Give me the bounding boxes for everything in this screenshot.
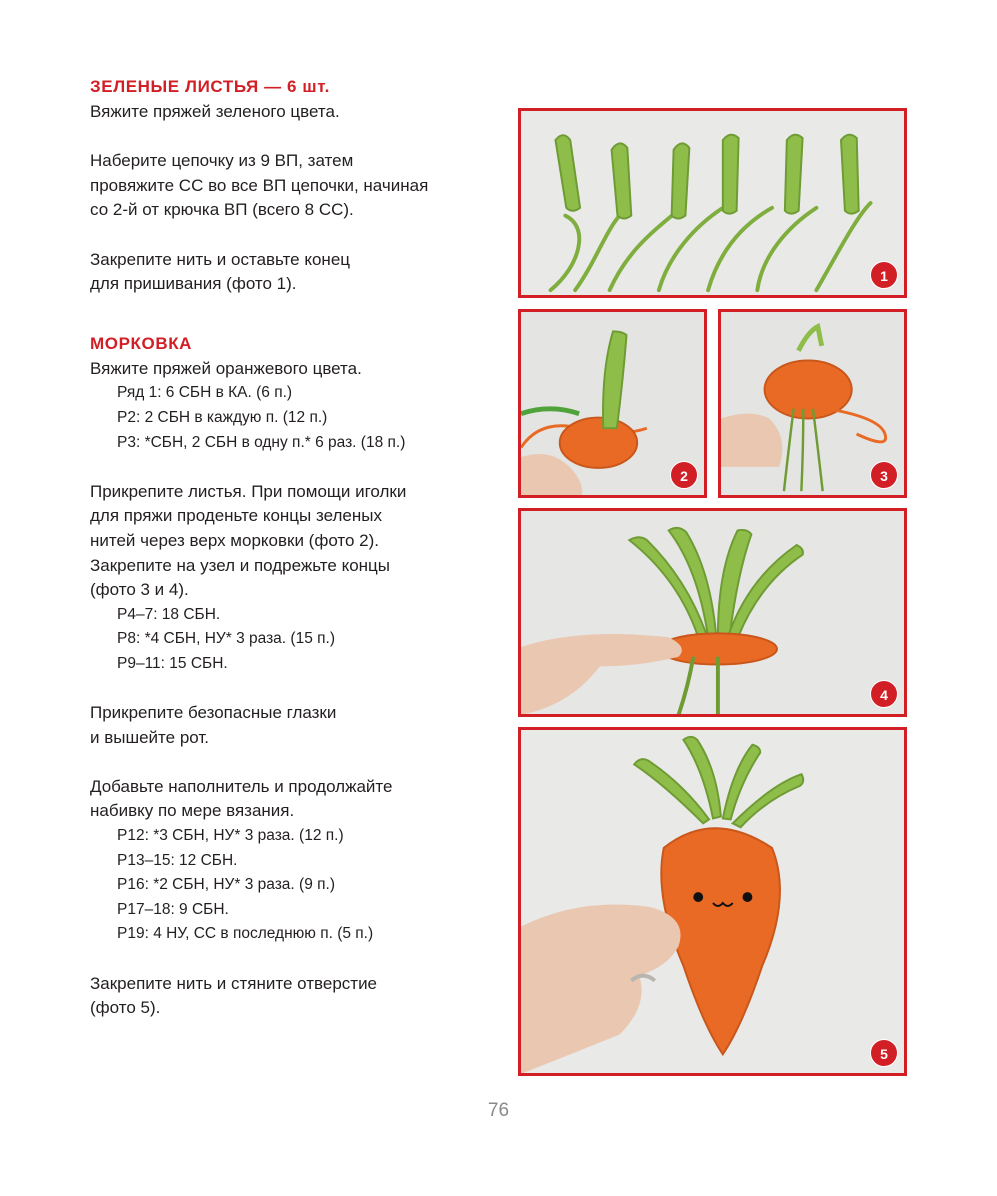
row-instruction: Р16: *2 СБН, НУ* 3 раза. (9 п.) — [117, 876, 335, 894]
row-instruction: Р4–7: 18 СБН. — [117, 605, 221, 623]
photo-2-carrot-top — [518, 309, 707, 498]
spacer — [90, 125, 490, 150]
carrot-heading: МОРКОВКА — [90, 333, 193, 353]
spacer — [90, 297, 490, 331]
photo-number-badge: 1 — [870, 261, 898, 289]
spacer — [90, 750, 490, 775]
spacer — [90, 455, 490, 480]
instructions-column — [90, 74, 490, 1021]
text-line: Вяжите пряжей зеленого цвета. — [90, 102, 340, 121]
row-instruction: Р3: *СБН, 2 СБН в одну п.* 6 раз. (18 п.) — [117, 433, 406, 451]
text-line: Закрепите нить и стяните отверстие — [90, 973, 378, 993]
spacer — [90, 947, 490, 972]
photo-5-finished-carrot — [518, 727, 907, 1076]
spacer — [90, 676, 490, 701]
photo-4-leaves-attached — [518, 508, 907, 717]
text-line: Добавьте наполнитель и продолжайте — [90, 776, 393, 796]
text-line: (фото 3 и 4). — [90, 580, 189, 600]
page-number: 76 — [487, 1100, 510, 1121]
text-line: и вышейте рот. — [90, 727, 209, 747]
text-line: со 2-й от крючка ВП (всего 8 СС). — [90, 200, 354, 220]
spacer — [90, 223, 490, 248]
row-instruction: Ряд 1: 6 СБН в КА. (6 п.) — [117, 384, 293, 402]
text-line: нитей через верх морковки (фото 2). — [90, 530, 380, 550]
photo-number-badge: 3 — [870, 461, 898, 489]
leaves-illustration — [521, 111, 904, 295]
text-line: Вяжите пряжей оранжевого цвета. — [90, 358, 362, 378]
text-line: (фото 5). — [90, 998, 161, 1018]
text-line: Закрепите нить и оставьте конец — [90, 249, 351, 269]
photo-number-badge: 5 — [870, 1039, 898, 1067]
row-instruction: Р12: *3 СБН, НУ* 3 раза. (12 п.) — [117, 827, 344, 845]
text-line: набивку по мере вязания. — [90, 801, 295, 821]
row-instruction: Р2: 2 СБН в каждую п. (12 п.) — [117, 408, 328, 426]
row-instruction: Р8: *4 СБН, НУ* 3 раза. (15 п.) — [117, 630, 335, 648]
text-line: Наберите цепочку из 9 ВП, затем — [90, 151, 354, 171]
row-instruction: Р13–15: 12 СБН. — [117, 851, 238, 869]
text-line: Прикрепите листья. При помощи иголки — [90, 481, 407, 501]
text-line: провяжите СС во все ВП цепочки, начиная — [90, 175, 429, 195]
row-instruction: Р19: 4 НУ, СС в последнюю п. (5 п.) — [117, 925, 374, 943]
row-instruction: Р17–18: 9 СБН. — [117, 900, 229, 918]
leaves-attached-illustration — [521, 511, 904, 714]
photo-1-leaves — [518, 108, 907, 298]
text-line: Закрепите на узел и подрежьте концы — [90, 555, 390, 575]
row-instruction: Р9–11: 15 СБН. — [117, 654, 228, 672]
photo-number-badge: 4 — [870, 680, 898, 708]
text-line: для пришивания (фото 1). — [90, 274, 297, 294]
finished-carrot-illustration — [521, 730, 904, 1073]
photo-number-badge: 2 — [670, 461, 698, 489]
text-line: Прикрепите безопасные глазки — [90, 703, 337, 723]
leaves-heading: ЗЕЛЕНЫЕ ЛИСТЬЯ — 6 шт. — [90, 77, 330, 96]
text-line: для пряжи проденьте концы зеленых — [90, 506, 382, 526]
photo-3-threading — [718, 309, 907, 498]
